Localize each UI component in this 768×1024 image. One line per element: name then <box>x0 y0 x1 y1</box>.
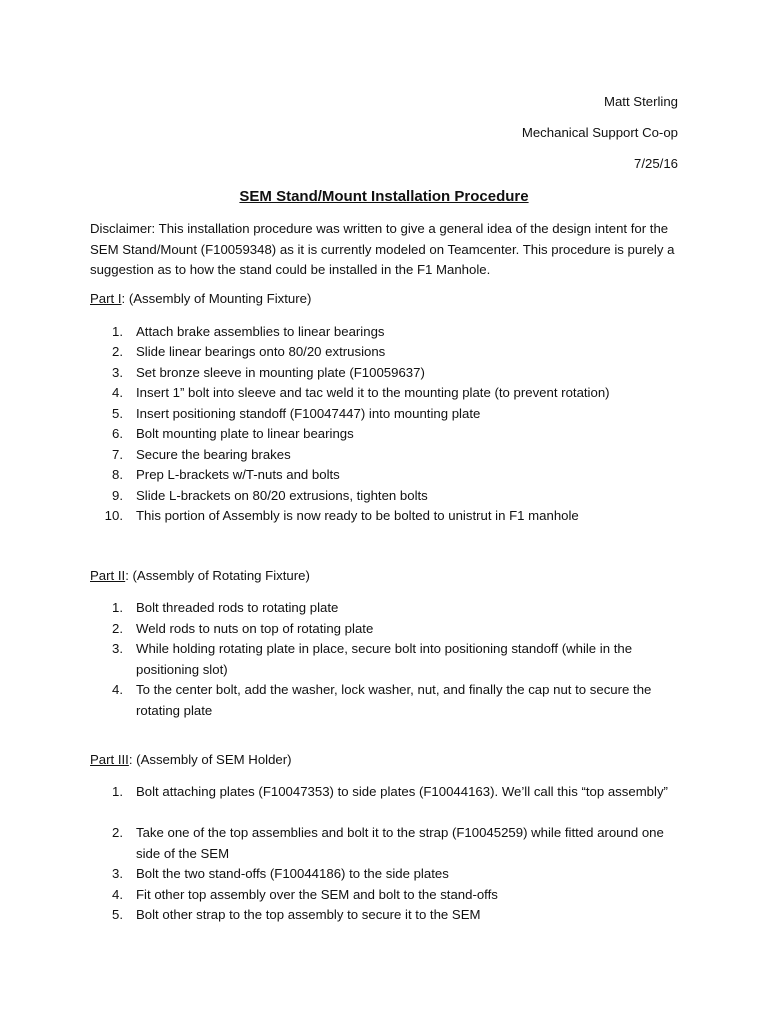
list-item-number: 4. <box>112 682 123 697</box>
list-item-text: Insert 1” bolt into sleeve and tac weld it to the mounting plate (to prevent rotation) <box>136 385 610 400</box>
list-item-number: 3. <box>112 866 123 881</box>
list-item-number: 10. <box>104 508 123 523</box>
list-item-text: Weld rods to nuts on top of rotating plate <box>136 621 374 636</box>
part-3-label: Part III <box>90 752 129 767</box>
list-item-number: 4. <box>112 887 123 902</box>
part-3-description: : (Assembly of SEM Holder) <box>128 752 292 767</box>
list-item-number: 6. <box>112 426 123 441</box>
list-item-text: Slide L-brackets on 80/20 extrusions, tighten bolts <box>136 488 428 503</box>
list-item-text: Bolt threaded rods to rotating plate <box>136 600 339 615</box>
list-item-text: Fit other top assembly over the SEM and bolt to the stand-offs <box>136 887 498 902</box>
list-item-number: 1. <box>112 784 123 799</box>
list-item-text: Bolt attaching plates (F10047353) to side plates (F10044163). We’ll call this “top assembly” <box>136 784 668 799</box>
list-item-text: Prep L-brackets w/T-nuts and bolts <box>136 467 340 482</box>
list-item-number: 2. <box>112 344 123 359</box>
list-item-number: 7. <box>112 447 123 462</box>
part-1-description: : (Assembly of Mounting Fixture) <box>121 291 312 306</box>
part-1-heading <box>90 291 311 306</box>
list-item-text: While holding rotating plate in place, secure bolt into positioning standoff (while in the positioning slot) <box>136 641 633 677</box>
list-item-number: 4. <box>112 385 123 400</box>
list-item-text: Bolt mounting plate to linear bearings <box>136 426 354 441</box>
list-item-number: 1. <box>112 324 123 339</box>
part-1-label: Part I <box>90 291 122 306</box>
list-item-number: 3. <box>112 365 123 380</box>
list-item-number: 5. <box>112 406 123 421</box>
list-item-number: 3. <box>112 641 123 656</box>
author-role: Mechanical Support Co-op <box>521 125 678 140</box>
part-2-label: Part II <box>90 568 126 583</box>
list-item-number: 2. <box>112 825 123 840</box>
list-item-text: To the center bolt, add the washer, lock washer, nut, and finally the cap nut to secure the rotating plate <box>136 682 652 718</box>
document-date: 7/25/16 <box>634 156 678 171</box>
list-item-text: Bolt other strap to the top assembly to secure it to the SEM <box>136 907 481 922</box>
disclaimer-paragraph: Disclaimer: This installation procedure was written to give a general idea of the design intent for the SEM Stand/Mount (F10059348) as it is currently modeled on Teamcenter. This procedure is purely a suggestion as to how the stand could be installed in the F1 Manhole. <box>90 221 675 277</box>
list-item-text: Slide linear bearings onto 80/20 extrusions <box>136 344 386 359</box>
list-item-text: Set bronze sleeve in mounting plate (F10059637) <box>136 365 425 380</box>
list-item-text: Secure the bearing brakes <box>136 447 291 462</box>
list-item-text: Take one of the top assemblies and bolt it to the strap (F10045259) while fitted around one side of the SEM <box>136 825 664 861</box>
list-item-text: Insert positioning standoff (F10047447) into mounting plate <box>136 406 481 421</box>
list-item-number: 1. <box>112 600 123 615</box>
part-3-heading <box>90 752 292 767</box>
list-item-number: 2. <box>112 621 123 636</box>
author-name: Matt Sterling <box>603 94 678 109</box>
list-item-number: 9. <box>112 488 123 503</box>
list-item-text: Attach brake assemblies to linear bearings <box>136 324 385 339</box>
list-item-number: 5. <box>112 907 123 922</box>
list-item-number: 8. <box>112 467 123 482</box>
list-item-text: Bolt the two stand-offs (F10044186) to the side plates <box>136 866 449 881</box>
list-item-text: This portion of Assembly is now ready to be bolted to unistrut in F1 manhole <box>136 508 579 523</box>
part-2-description: : (Assembly of Rotating Fixture) <box>125 568 310 583</box>
document-title: SEM Stand/Mount Installation Procedure <box>239 188 529 205</box>
part-2-heading <box>90 568 310 583</box>
